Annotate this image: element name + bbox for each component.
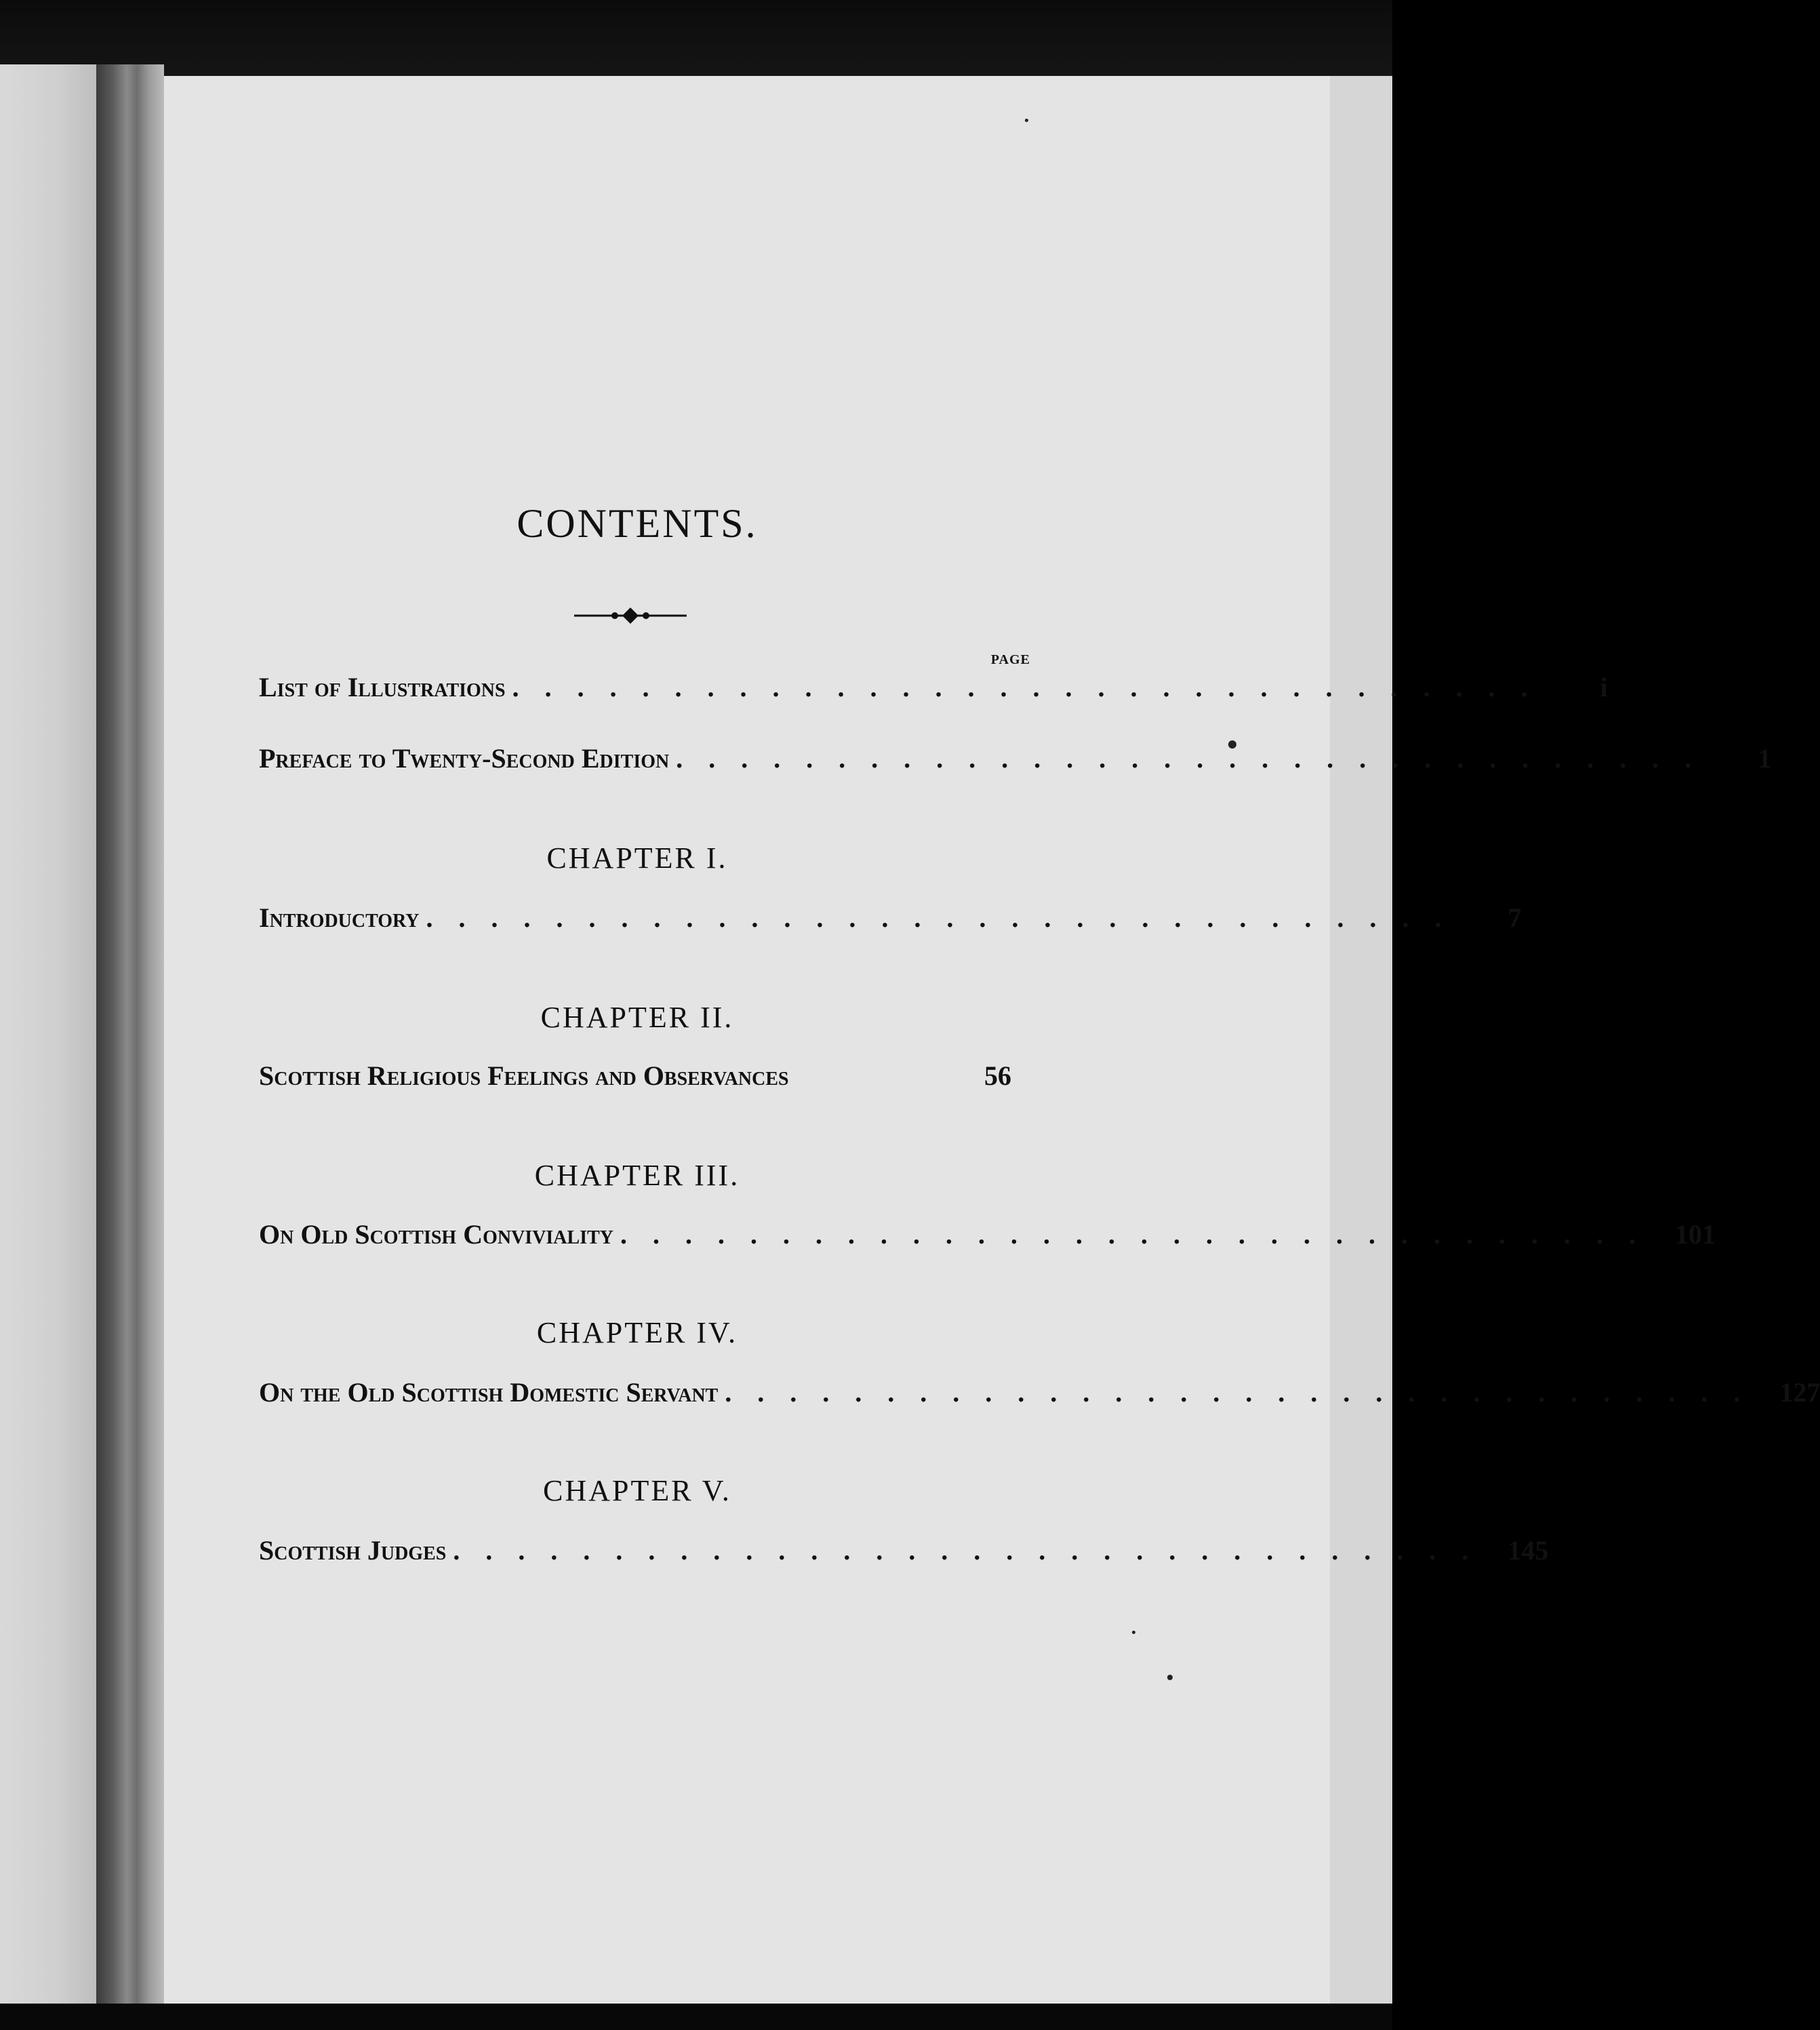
toc-entry-chapter-2 (259, 1060, 1011, 1100)
chapter-heading: CHAPTER III. (534, 1159, 740, 1192)
chapter-heading: CHAPTER II. (540, 1001, 734, 1034)
dust-speck (1167, 1675, 1173, 1680)
toc-entry-page: 145 (1508, 1535, 1549, 1566)
toc-entry-title: Preface to Twenty-Second Edition (259, 743, 670, 774)
ornament-divider (573, 602, 688, 629)
dot-leaders: ................................ (453, 1535, 1495, 1566)
scan-top-border (0, 0, 1392, 76)
toc-entry-chapter-4 (259, 1376, 1820, 1417)
toc-entry-title: On the Old Scottish Domestic Servant (259, 1377, 719, 1408)
toc-entry-title: Scottish Religious Feelings and Observances (259, 1060, 789, 1091)
page-right-margin (1330, 76, 1392, 2004)
page-paper (164, 76, 1330, 2004)
chapter-heading: CHAPTER IV. (536, 1316, 738, 1349)
toc-entry-title: List of Illustrations (259, 672, 506, 702)
dot-leaders: ................................ (725, 1377, 1766, 1408)
dot-leaders: ................................ (426, 902, 1468, 933)
toc-entry-page: 56 (984, 1060, 1011, 1091)
chapter-heading: CHAPTER I. (546, 841, 728, 875)
dot-leaders: ................................ (620, 1219, 1661, 1250)
toc-entry-page: 127 (1779, 1377, 1820, 1408)
chapter-heading: CHAPTER V. (543, 1474, 731, 1507)
dust-speck (1132, 1631, 1135, 1634)
toc-entry-page: i (1600, 672, 1608, 702)
dust-speck (1025, 119, 1028, 122)
toc-entry-preface (259, 742, 1772, 783)
toc-entry-chapter-3 (259, 1218, 1716, 1259)
scan-bottom-border (0, 2004, 1392, 2030)
toc-entry-title: On Old Scottish Conviviality (259, 1219, 613, 1250)
toc-entry-list-of-illustrations (259, 671, 1608, 712)
toc-entry-page: 7 (1508, 902, 1522, 933)
toc-entry-title: Scottish Judges (259, 1535, 447, 1566)
dot-leaders: ................................ (676, 743, 1718, 774)
toc-entry-chapter-5 (259, 1534, 1549, 1575)
dot-leaders: ................................ (512, 672, 1554, 702)
toc-entry-page: 101 (1675, 1219, 1716, 1250)
toc-entry-page: 1 (1758, 743, 1772, 774)
toc-entry-chapter-1 (259, 902, 1522, 942)
contents-heading: CONTENTS. (517, 501, 758, 546)
page-column-label: PAGE (990, 652, 1030, 667)
toc-entry-title: Introductory (259, 902, 420, 933)
